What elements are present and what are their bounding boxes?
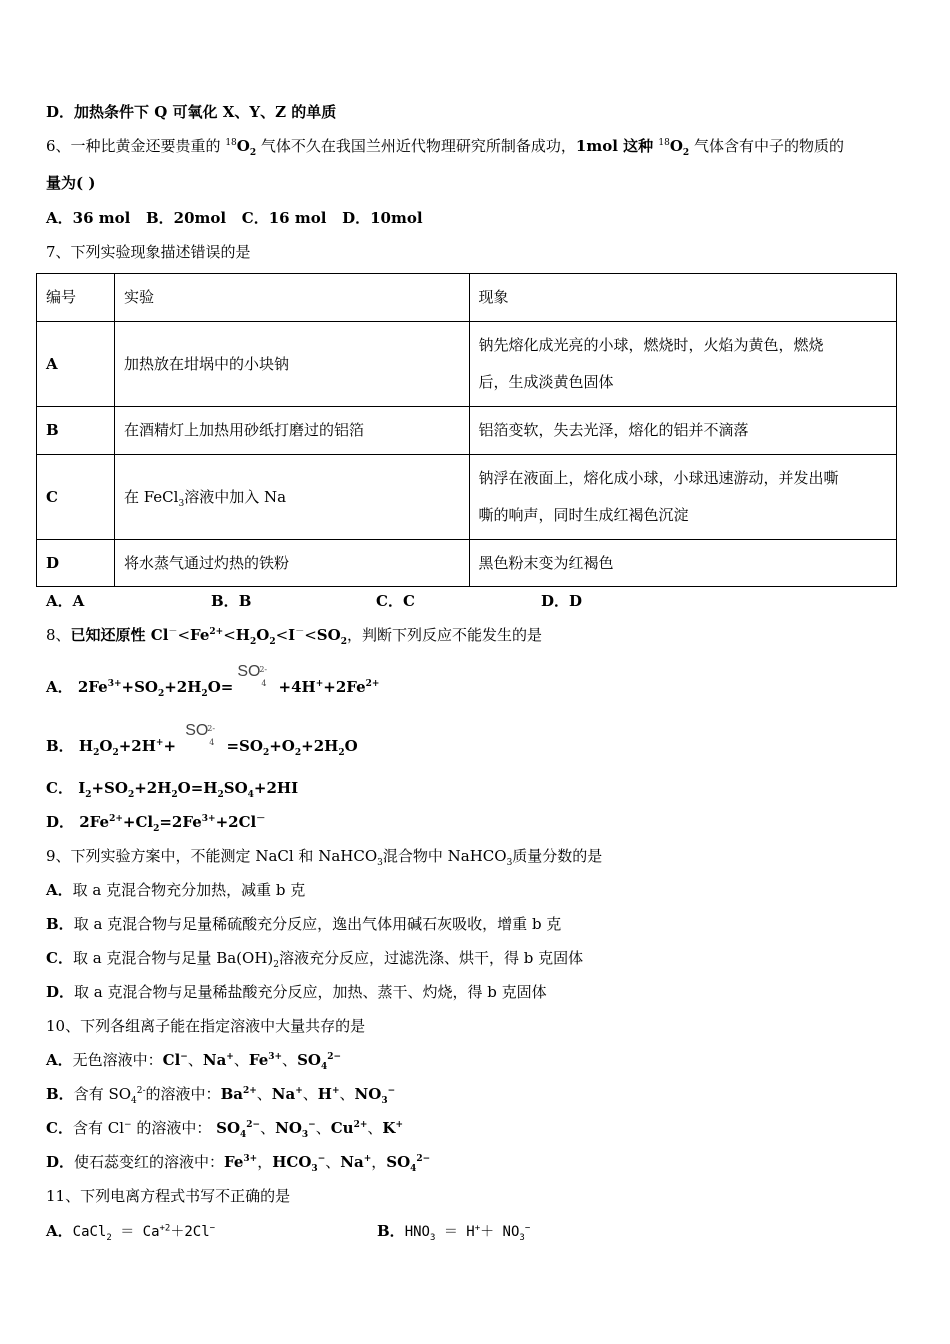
- q6-options: A．36 mol B．20mol C．16 mol D．10mol: [46, 209, 423, 227]
- q10-stem: 10、下列各组离子能在指定溶液中大量共存的是: [46, 1017, 366, 1035]
- header-experiment: 实验: [114, 274, 469, 322]
- table-row: B 在酒精灯上加热用砂纸打磨过的铝箔 铝箔变软，失去光泽，熔化的铝并不滴落: [37, 407, 897, 455]
- q7-stem: 7、下列实验现象描述错误的是: [46, 243, 251, 261]
- table-row: A 加热放在坩埚中的小块钠 钠先熔化成光亮的小球，燃烧时，火焰为黄色，燃烧 后，生成淡黄色固体: [37, 322, 897, 407]
- q8-option-c: C． $I_2+SO_2+2H_2O=H_2SO_4+2HI$: [46, 779, 299, 800]
- q11-stem: 11、下列电离方程式书写不正确的是: [46, 1187, 291, 1205]
- q8-option-d: D． $2Fe^{2+}+Cl_2=2Fe^{3+}+2Cl^-$: [46, 813, 266, 834]
- q9-option-c: C．取 a 克混合物与足量 $Ba(OH)_2$溶液充分反应，过滤洗涤、烘干，得 b 克固体: [46, 949, 584, 970]
- q10-option-a: A．无色溶液中：Cl−、Na+、$Fe^{3+}$、$SO_4^{2-}$: [46, 1051, 342, 1072]
- q9-option-d: D．取 a 克混合物与足量稀盐酸充分反应，加热、蒸干、灼烧，得 b 克固体: [46, 983, 547, 1001]
- q8-stem: 8、已知还原性 $Cl^-<Fe^{2+}<H_2O_2<I^-<SO_2$，判断下列反应不能发生的是: [46, 626, 542, 647]
- table-header-row: [37, 274, 897, 322]
- header-id: 编号: [37, 274, 115, 322]
- sulfate-ion-image: SO 2- 4: [185, 722, 216, 747]
- q10-option-b: B．含有 $SO_4^{2-}$的溶液中：$Ba^{2+}$、Na+、H+、$NO_3^-$: [46, 1085, 396, 1106]
- q6-stem-line2: 量为( ): [46, 174, 96, 192]
- experiment-table: [36, 273, 897, 587]
- q11-option-a: A．CaCl$_2$ ＝ $Ca^{+2}+2Cl^-$: [46, 1222, 216, 1243]
- q9-option-a: A．取 a 克混合物充分加热，减重 b 克: [46, 881, 306, 899]
- q8-option-a: A． $2Fe^{3+}+SO_2+2H_2O=$ SO 2- 4 $+4H^++2Fe^{2+}$: [46, 663, 380, 699]
- q5-option-d: D．加热条件下 Q 可氧化 X、Y、Z 的单质: [46, 103, 337, 121]
- q9-option-b: B．取 a 克混合物与足量稀硫酸充分反应，逸出气体用碱石灰吸收，增重 b 克: [46, 915, 562, 933]
- header-observation: 现象: [469, 274, 896, 322]
- table-row: D 将水蒸气通过灼热的铁粉 黑色粉末变为红褐色: [37, 540, 897, 587]
- table-row: C 在 FeCl$_3$溶液中加入 Na 钠浮在液面上，熔化成小球，小球迅速游动，并发出嘶 嘶的响声，同时生成红褐色沉淀: [37, 455, 897, 540]
- q9-stem: 9、下列实验方案中，不能测定 NaCl 和 NaHCO$_3$混合物中 NaHCO$_3$质量分数的是: [46, 847, 603, 868]
- sulfate-ion-image: SO 2- 4: [237, 663, 268, 688]
- q8-option-b: B． $H_2O_2+2H^++$ SO 2- 4 $=SO_2+O_2+2H_2O$: [46, 722, 358, 758]
- q10-option-d: D．使石蕊变红的溶液中：$Fe^{3+}$，$HCO_3^-$、Na+，$SO_4^{2-}$: [46, 1153, 431, 1174]
- q6-stem: 6、一种比黄金还要贵重的 $^{18}O_2$ 气体不久在我国兰州近代物理研究所制备成功，1mol 这种 $^{18}O_2$ 气体含有中子的物质的: [46, 137, 844, 158]
- q11-option-b: B．$HNO_3 = H^++ NO_3^-$: [377, 1222, 531, 1243]
- q10-option-c: C．含有 Cl− 的溶液中： $SO_4^{2-}$、$NO_3^-$、$Cu^{2+}$、K+: [46, 1119, 403, 1140]
